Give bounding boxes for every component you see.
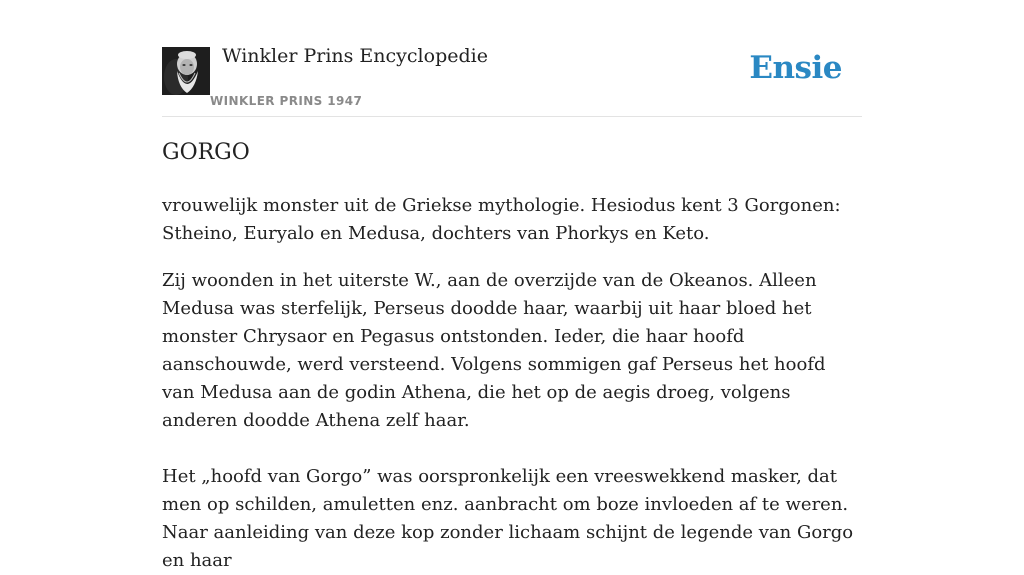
brand-logo[interactable]: Ensie [749, 50, 842, 86]
bearded-man-portrait-icon [162, 47, 210, 95]
site-title[interactable]: Winkler Prins Encyclopedie [222, 45, 488, 67]
article-title: GORGO [162, 140, 250, 165]
edition-label[interactable]: WINKLER PRINS 1947 [210, 94, 363, 108]
article-body [162, 192, 862, 575]
article-paragraph: vrouwelijk monster uit de Griekse mythologie. Hesiodus kent 3 Gorgonen: Stheino, Euryalo en Medusa, dochters van Phorkys en Keto. [162, 195, 841, 244]
article-paragraph: Het „hoofd van Gorgo” was oorspronkelijk een vreeswekkend masker, dat men op schilden, amuletten enz. aanbracht om boze invloeden af te weren. Naar aanleiding van deze kop zonder lichaam schijnt de legende van Gorgo en haar [162, 466, 854, 571]
site-header [162, 0, 862, 117]
avatar[interactable] [162, 47, 210, 95]
article-paragraph: Zij woonden in het uiterste W., aan de overzijde van de Okeanos. Alleen Medusa was sterfelijk, Perseus doodde haar, waarbij uit haar bloed het monster Chrysaor en Pegasus ontstonden. Ieder, die haar hoofd aanschouwde, werd versteend. Volgens sommigen gaf Perseus het hoofd van Medusa aan de godin Athena, die het op de aegis droeg, volgens anderen doodde Athena zelf haar. [162, 270, 826, 431]
content-container [162, 0, 862, 571]
